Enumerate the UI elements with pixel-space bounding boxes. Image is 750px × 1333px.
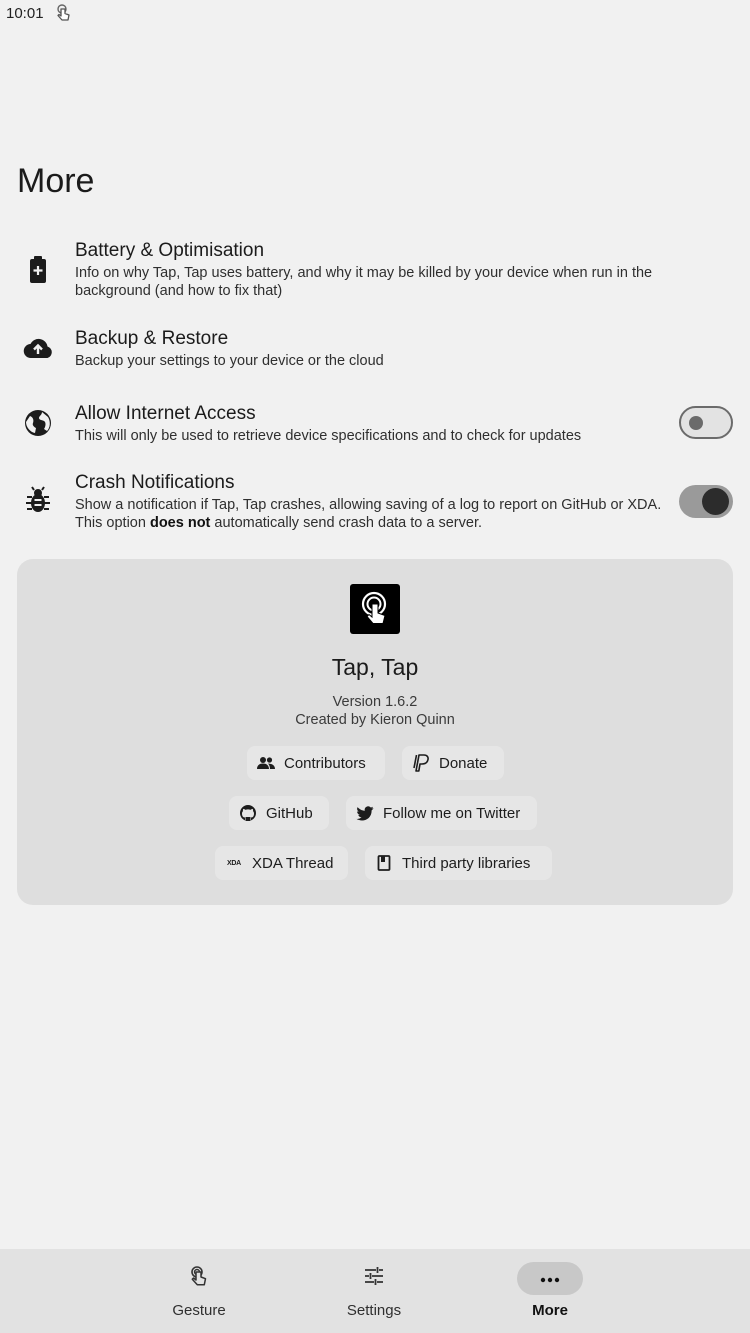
description-text: Show a notification if Tap, Tap crashes, allowing saving of a log to report on GitHub or XDA. This option — [75, 497, 662, 531]
nav-label: Gesture — [172, 1302, 226, 1319]
description-text: automatically send crash data to a server. — [210, 515, 483, 531]
setting-description: This will only be used to retrieve device specifications and to check for updates — [75, 428, 582, 444]
setting-title: Crash Notifications — [75, 472, 235, 493]
app-version: Version 1.6.2 — [332, 694, 418, 710]
toggle-knob — [702, 488, 729, 515]
people-icon — [257, 754, 275, 772]
crash-notifications-toggle[interactable] — [679, 485, 733, 518]
nav-item-more[interactable] — [485, 1249, 615, 1333]
description-emphasis: does not — [149, 515, 211, 531]
nav-item-settings[interactable] — [309, 1249, 439, 1333]
more-dots-icon — [540, 1270, 560, 1288]
nav-pill — [341, 1262, 407, 1295]
app-author: Created by Kieron Quinn — [295, 712, 455, 728]
setting-description: Info on why Tap, Tap uses battery, and why it may be killed by your device when run in the background (and how to fix that) — [75, 265, 653, 299]
xda-thread-button[interactable] — [215, 846, 348, 880]
paypal-icon — [412, 754, 430, 772]
setting-battery-optimisation[interactable] — [0, 240, 750, 304]
page-title: More — [17, 162, 95, 200]
nav-pill-active — [517, 1262, 583, 1295]
setting-title: Allow Internet Access — [75, 403, 256, 424]
chip-label: Contributors — [284, 754, 366, 772]
nav-item-gesture[interactable] — [134, 1249, 264, 1333]
app-logo-icon — [350, 584, 400, 634]
github-icon — [239, 804, 257, 822]
setting-description — [75, 496, 675, 532]
contributors-button[interactable] — [247, 746, 385, 780]
sliders-icon — [363, 1266, 385, 1291]
nav-label: Settings — [346, 1302, 402, 1319]
setting-title: Battery & Optimisation — [75, 240, 265, 261]
chip-label: Follow me on Twitter — [383, 804, 521, 822]
chip-label: XDA Thread — [252, 854, 334, 872]
gesture-hand-icon — [56, 4, 72, 22]
donate-button[interactable] — [402, 746, 504, 780]
app-name: Tap, Tap — [331, 654, 419, 680]
battery-icon — [22, 253, 54, 285]
status-time: 10:01 — [6, 5, 44, 22]
toggle-knob — [689, 416, 703, 430]
setting-allow-internet-access[interactable] — [0, 403, 750, 451]
twitter-icon — [356, 804, 374, 822]
xda-icon: XDA — [227, 859, 241, 867]
chip-label: Third party libraries — [402, 854, 531, 872]
bug-icon — [22, 485, 54, 517]
setting-title: Backup & Restore — [75, 328, 229, 349]
chip-label: Donate — [439, 754, 488, 772]
twitter-button[interactable] — [346, 796, 537, 830]
globe-icon — [22, 407, 54, 439]
internet-access-toggle[interactable] — [679, 406, 733, 439]
nav-label: More — [532, 1302, 568, 1319]
about-card — [17, 559, 733, 905]
book-icon — [375, 854, 393, 872]
setting-backup-restore[interactable] — [0, 328, 750, 376]
nav-pill — [166, 1262, 232, 1295]
bottom-navigation — [0, 1249, 750, 1333]
setting-crash-notifications[interactable] — [0, 472, 750, 536]
status-bar — [0, 0, 750, 28]
chip-label: GitHub — [266, 804, 313, 822]
third-party-libraries-button[interactable] — [365, 846, 552, 880]
gesture-hand-icon — [189, 1265, 209, 1292]
cloud-upload-icon — [22, 332, 54, 364]
github-button[interactable] — [229, 796, 329, 830]
setting-description: Backup your settings to your device or the cloud — [75, 353, 384, 369]
